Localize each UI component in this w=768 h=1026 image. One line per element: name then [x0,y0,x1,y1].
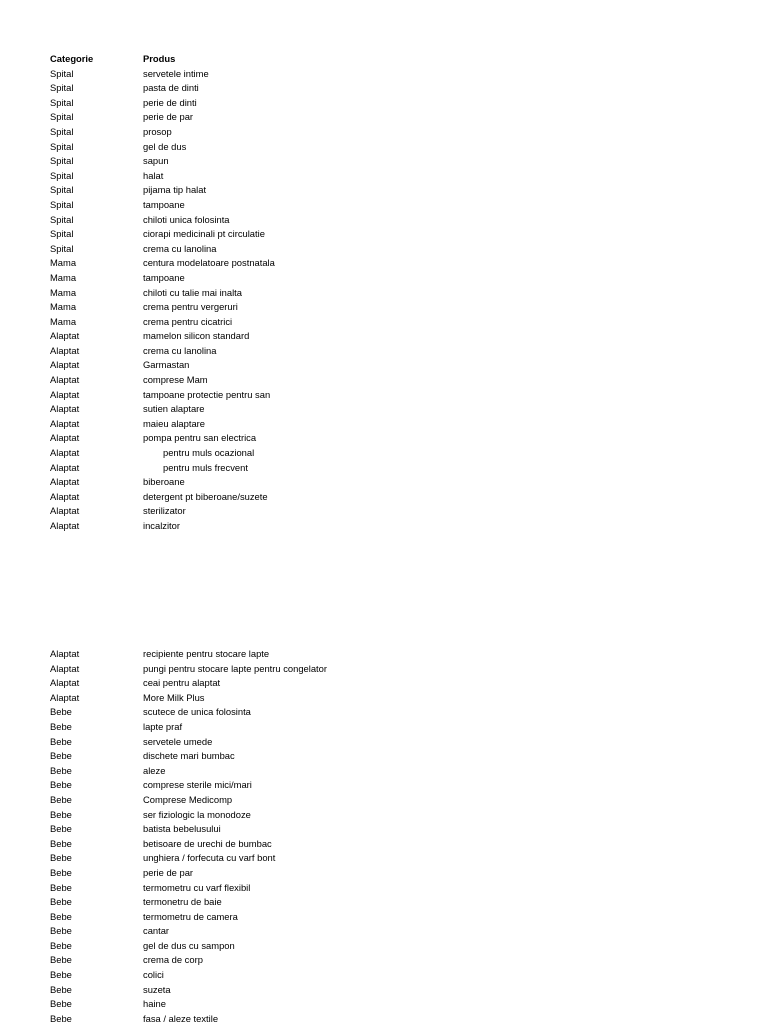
category-cell: Bebe [50,793,72,805]
table-row [0,344,768,359]
table-row [0,720,768,735]
product-cell: gel de dus [143,140,187,152]
product-cell: betisoare de urechi de bumbac [143,837,272,849]
category-cell: Alaptat [50,388,80,400]
category-cell: Bebe [50,881,72,893]
table-row [0,808,768,823]
category-cell: Alaptat [50,662,80,674]
category-cell: Spital [50,96,74,108]
table-row [0,705,768,720]
table-row [0,504,768,519]
category-cell: Spital [50,198,74,210]
table-row [0,837,768,852]
product-cell: prosop [143,125,172,137]
table-row [0,662,768,677]
product-cell: crema pentru cicatrici [143,315,233,327]
category-cell: Bebe [50,779,72,791]
product-cell: Garmastan [143,359,190,371]
table-row [0,778,768,793]
product-cell: termometru de camera [143,910,238,922]
product-cell: suzeta [143,983,171,995]
table-row [0,271,768,286]
table-row [0,953,768,968]
category-cell: Mama [50,286,77,298]
product-cell: fasa / aleze textile [143,1012,219,1024]
product-cell: batista bebelusului [143,823,221,835]
product-cell: chiloti cu talie mai inalta [143,286,243,298]
product-cell: ser fiziologic la monodoze [143,808,251,820]
table-row [0,198,768,213]
table-row [0,475,768,490]
product-cell: perie de par [143,111,194,123]
product-cell: sterilizator [143,505,186,517]
product-cell: tampoane [143,198,185,210]
table-row [0,431,768,446]
table-row [0,329,768,344]
category-cell: Bebe [50,954,72,966]
category-cell: Bebe [50,969,72,981]
category-cell: Alaptat [50,677,80,689]
table-row [0,895,768,910]
category-cell: Alaptat [50,447,80,459]
product-cell: lapte praf [143,720,183,732]
product-table-top [0,52,768,534]
product-cell: pijama tip halat [143,184,207,196]
product-cell: servetele umede [143,735,213,747]
product-cell: gel de dus cu sampon [143,939,235,951]
product-cell: More Milk Plus [143,691,205,703]
category-cell: Bebe [50,735,72,747]
table-row [0,242,768,257]
category-cell: Bebe [50,808,72,820]
product-cell: pompa pentru san electrica [143,432,257,444]
product-cell: haine [143,998,166,1010]
table-row [0,881,768,896]
product-cell: crema pentru vergeruri [143,301,238,313]
category-cell: Mama [50,257,77,269]
product-cell: recipiente pentru stocare lapte [143,648,270,659]
table-row [0,793,768,808]
table-row [0,417,768,432]
table-row [0,227,768,242]
category-cell: Bebe [50,706,72,718]
category-cell: Alaptat [50,505,80,517]
category-cell: Spital [50,184,74,196]
category-cell: Bebe [50,998,72,1010]
product-cell: crema de corp [143,954,203,966]
table-row [0,446,768,461]
category-cell: Mama [50,301,77,313]
table-row [0,300,768,315]
category-cell: Mama [50,271,77,283]
product-cell: maieu alaptare [143,417,206,429]
product-cell: biberoane [143,476,185,488]
category-cell: Spital [50,125,74,137]
product-cell: pentru muls frecvent [163,461,248,473]
table-row [0,764,768,779]
table-row [0,735,768,750]
table-row [0,851,768,866]
category-cell: Alaptat [50,691,80,703]
table-row [0,997,768,1012]
category-cell: Spital [50,213,74,225]
table-row [0,402,768,417]
product-cell: unghiera / forfecuta cu varf bont [143,852,276,864]
product-cell: halat [143,169,164,181]
product-cell: Comprese Medicomp [143,793,233,805]
category-cell: Bebe [50,720,72,732]
table-row [0,81,768,96]
category-cell: Alaptat [50,476,80,488]
category-cell: Spital [50,140,74,152]
category-cell: Spital [50,228,74,240]
table-row [0,286,768,301]
product-cell: tampoane protectie pentru san [143,388,271,400]
category-cell: Bebe [50,764,72,776]
product-cell: comprese sterile mici/mari [143,779,252,791]
product-cell: ceai pentru alaptat [143,677,221,689]
product-cell: pentru muls ocazional [163,447,255,459]
table-row [0,183,768,198]
category-cell: Alaptat [50,520,80,531]
category-cell: Alaptat [50,490,80,502]
product-cell: crema cu lanolina [143,242,217,254]
table-row [0,691,768,706]
category-cell: Alaptat [50,648,80,659]
table-row [0,647,768,662]
product-cell: servetele intime [143,67,209,79]
category-cell: Bebe [50,837,72,849]
product-cell: comprese Mam [143,374,208,386]
product-column-header: Produs [143,53,176,64]
product-cell: sapun [143,155,169,167]
category-cell: Bebe [50,866,72,878]
table-row [0,461,768,476]
product-cell: termometru cu varf flexibil [143,881,251,893]
category-cell: Bebe [50,1012,72,1024]
category-cell: Spital [50,155,74,167]
product-cell: detergent pt biberoane/suzete [143,490,268,502]
table-row [0,154,768,169]
product-cell: centura modelatoare postnatala [143,257,275,269]
product-cell: aleze [143,764,166,776]
table-row [0,924,768,939]
product-cell: colici [143,969,164,981]
category-cell: Bebe [50,896,72,908]
table-row [0,749,768,764]
table-row [0,676,768,691]
table-row [0,910,768,925]
category-cell: Spital [50,169,74,181]
table-row [0,315,768,330]
table-row [0,373,768,388]
category-cell: Bebe [50,823,72,835]
product-cell: termonetru de baie [143,896,222,908]
table-row [0,968,768,983]
table-row [0,519,768,534]
category-cell: Bebe [50,852,72,864]
category-cell: Bebe [50,750,72,762]
product-cell: ciorapi medicinali pt circulatie [143,228,265,240]
category-cell: Spital [50,111,74,123]
table-row [0,96,768,111]
product-cell: pasta de dinti [143,82,199,94]
category-cell: Alaptat [50,403,80,415]
table-row [0,939,768,954]
product-cell: chiloti unica folosinta [143,213,230,225]
product-cell: mamelon silicon standard [143,330,250,342]
category-cell: Alaptat [50,461,80,473]
table-row [0,125,768,140]
product-cell: sutien alaptare [143,403,205,415]
category-cell: Bebe [50,983,72,995]
table-row [0,822,768,837]
category-column-header: Categorie [50,53,94,64]
category-cell: Spital [50,82,74,94]
table-row [0,358,768,373]
table-row [0,213,768,228]
product-cell: dischete mari bumbac [143,750,235,762]
category-cell: Bebe [50,910,72,922]
category-cell: Spital [50,67,74,79]
category-cell: Bebe [50,925,72,937]
table-row [0,110,768,125]
category-cell: Alaptat [50,417,80,429]
table-row [0,490,768,505]
product-cell: pungi pentru stocare lapte pentru congelator [143,662,327,674]
table-row [0,140,768,155]
table-row [0,67,768,82]
table-row [0,256,768,271]
table-row [0,866,768,881]
product-cell: scutece de unica folosinta [143,706,251,718]
product-cell: crema cu lanolina [143,344,217,356]
product-table-bottom [0,647,768,1026]
table-row [0,388,768,403]
table-row [0,983,768,998]
product-cell: incalzitor [143,520,180,531]
product-cell: cantar [143,925,170,937]
category-cell: Alaptat [50,374,80,386]
product-cell: perie de dinti [143,96,197,108]
product-cell: perie de par [143,866,194,878]
category-cell: Alaptat [50,359,80,371]
table-header [0,52,768,67]
category-cell: Bebe [50,939,72,951]
product-cell: tampoane [143,271,185,283]
category-cell: Mama [50,315,77,327]
table-row [0,169,768,184]
category-cell: Alaptat [50,432,80,444]
category-cell: Spital [50,242,74,254]
category-cell: Alaptat [50,344,80,356]
category-cell: Alaptat [50,330,80,342]
